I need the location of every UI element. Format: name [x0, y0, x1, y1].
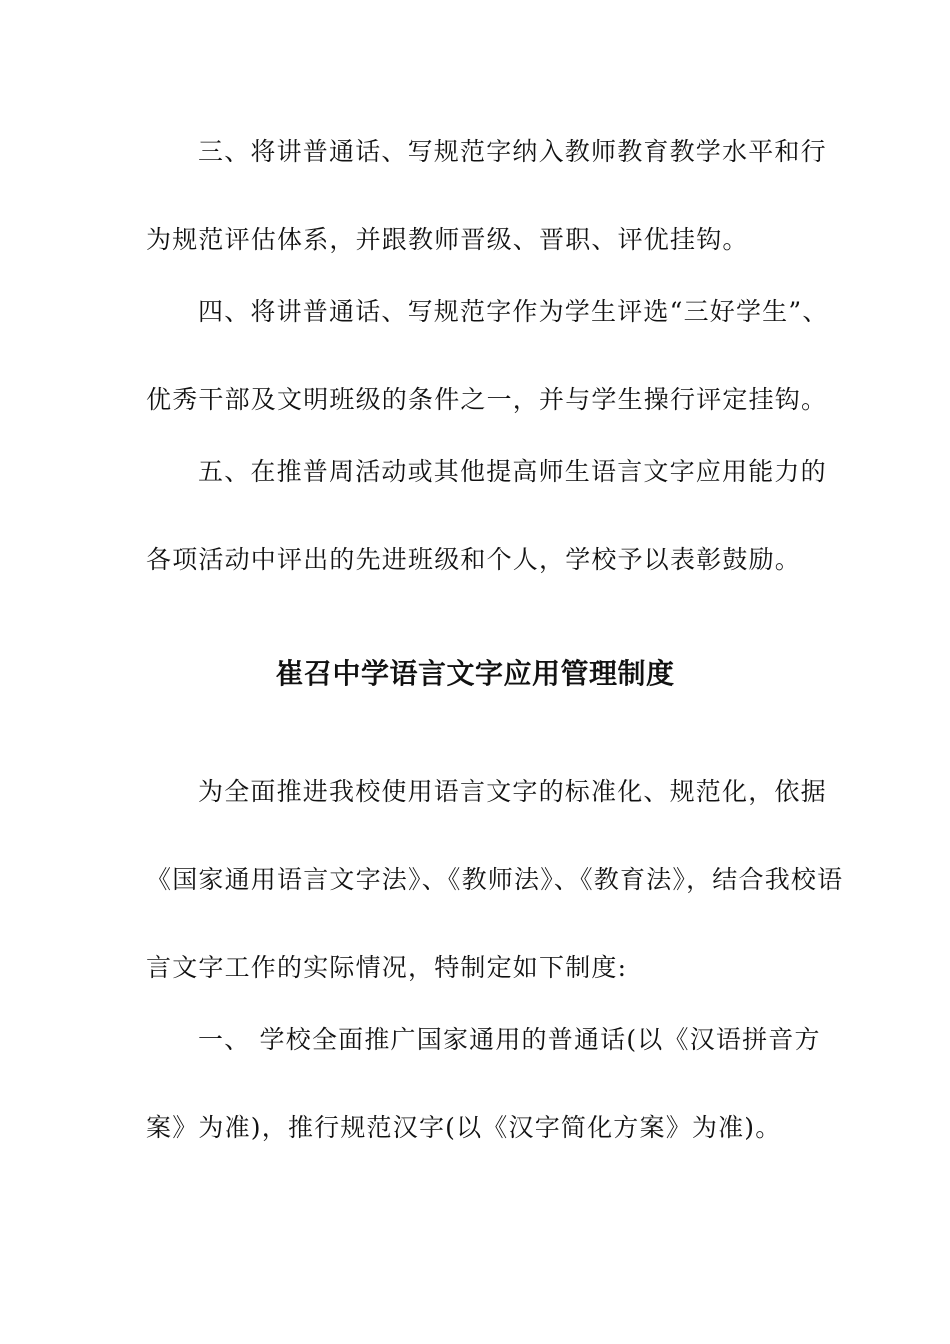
intro-line-2: 《国家通用语言文字法》、《教师法》、《教育法》，结合我校语 — [146, 865, 844, 894]
intro-line-3: 言文字工作的实际情况，特制定如下制度: — [146, 953, 628, 982]
intro-line-1: 为全面推进我校使用语言文字的标准化、规范化，依据 — [198, 777, 827, 806]
paragraph-5-line-1: 五、在推普周活动或其他提高师生语言文字应用能力的 — [198, 457, 827, 486]
paragraph-4-line-1: 四、将讲普通话、写规范字作为学生评选“三好学生”、 — [198, 297, 829, 326]
section-title: 崔召中学语言文字应用管理制度 — [275, 657, 675, 690]
paragraph-4-line-2: 优秀干部及文明班级的条件之一，并与学生操行评定挂钩。 — [146, 385, 828, 414]
paragraph-3-line-1: 三、将讲普通话、写规范字纳入教师教育教学水平和行 — [198, 137, 827, 166]
paragraph-5-line-2: 各项活动中评出的先进班级和个人，学校予以表彰鼓励。 — [146, 545, 802, 574]
rule-1-line-2: 案》为准)，推行规范汉字(以《汉字简化方案》为准)。 — [146, 1113, 782, 1142]
rule-1-line-1: 一、 学校全面推广国家通用的普通话(以《汉语拼音方 — [198, 1025, 821, 1054]
paragraph-3-line-2: 为规范评估体系，并跟教师晋级、晋职、评优挂钩。 — [146, 225, 749, 254]
